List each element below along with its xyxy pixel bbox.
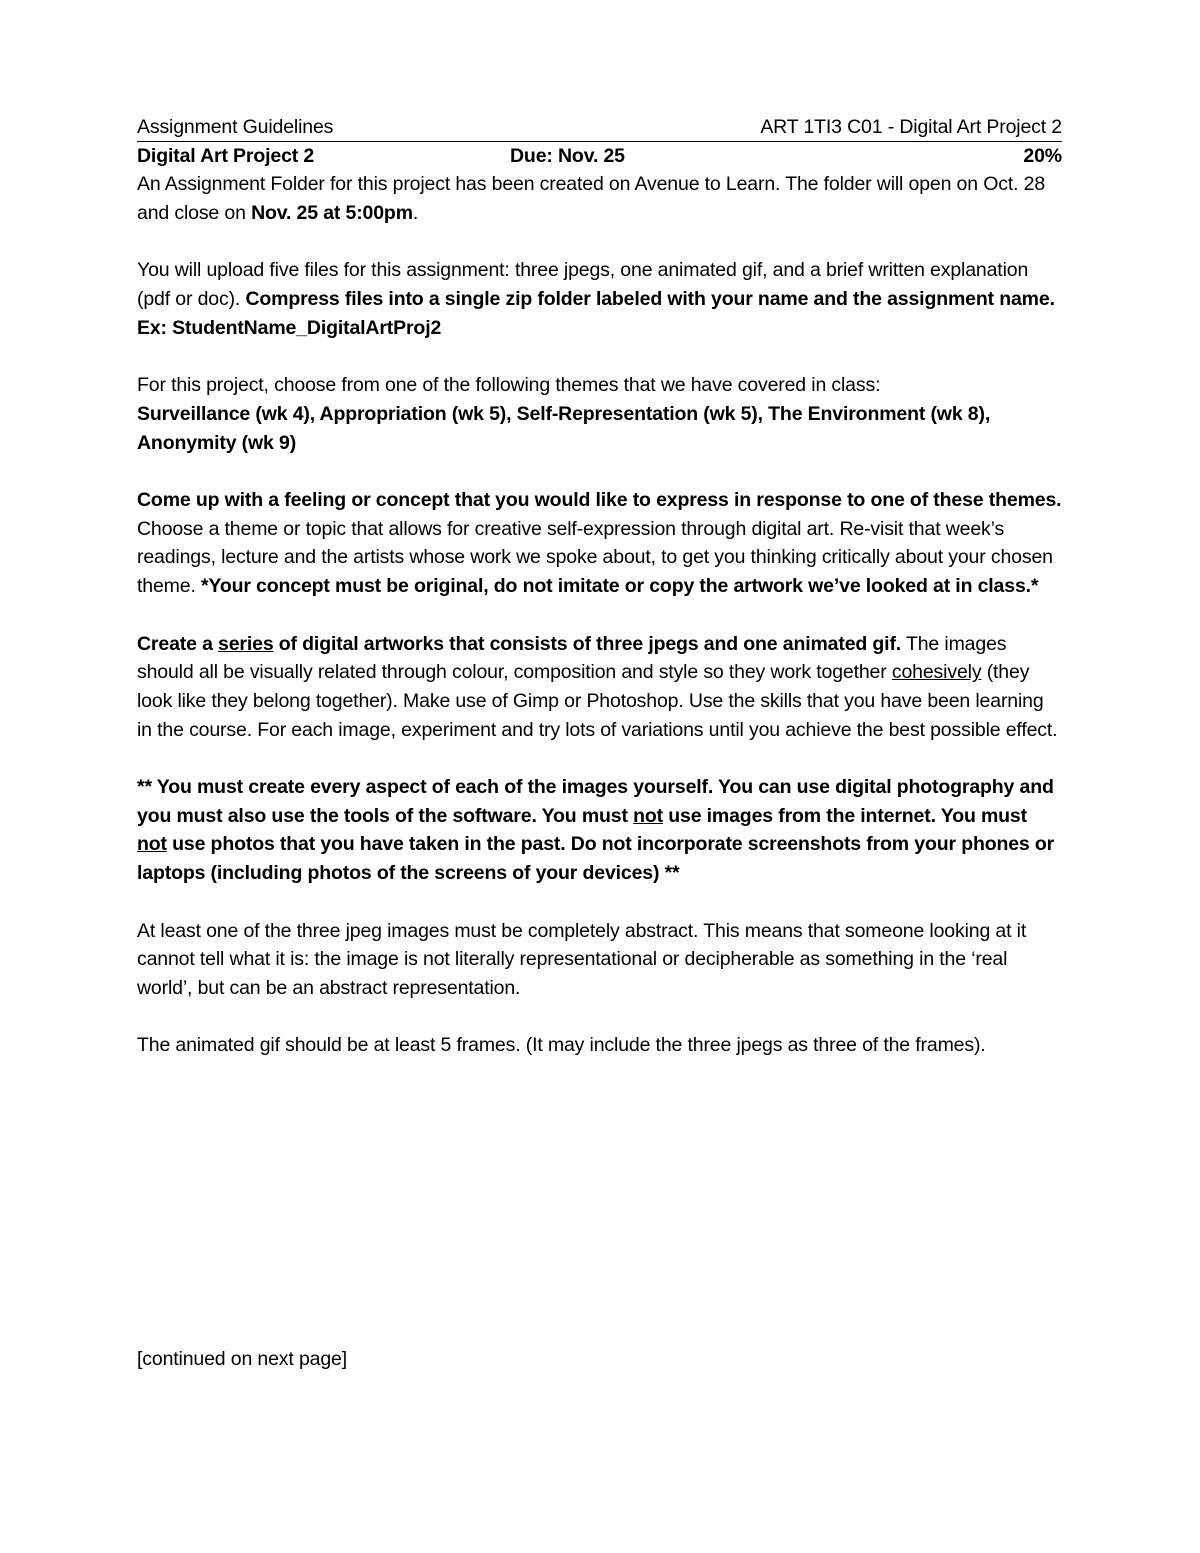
p5-text-d: The images should all be visually related through colour, composition and style so they work together — [137, 632, 1007, 684]
header-left: Assignment Guidelines — [137, 116, 334, 138]
p5-cohesively-underlined: cohesively — [891, 661, 982, 684]
p6-text-c: use images from the internet. You must — [662, 804, 1027, 827]
p5-bold-c: of digital artworks that consists of three jpegs and one animated gif. — [273, 632, 902, 655]
p2-bold: Compress files into a single zip folder labeled with your name and the assignment name. Ex: StudentName_DigitalArtProj2 — [137, 288, 1055, 339]
p5-text-f: (they look like they belong together). Make use of Gimp or Photoshop. Use the skills that you have been learning in the course. For each image, experiment and try lots of variations until you achieve the best possible effect. — [137, 661, 1058, 741]
p1-deadline: Nov. 25 at 5:00pm — [251, 202, 413, 225]
p4-bold-lead: Come up with a feeling or concept that you would like to express in response to one of these themes. — [137, 489, 1062, 512]
project-title: Digital Art Project 2 — [137, 144, 315, 167]
grade-weight: 20% — [1023, 144, 1062, 167]
p4-bold-end: *Your concept must be original, do not imitate or copy the artwork we’ve looked at in class.* — [200, 575, 1039, 598]
paragraph-folder — [137, 170, 1062, 227]
p3-text: For this project, choose from one of the following themes that we have covered in class: — [137, 374, 881, 397]
p1-end: . — [412, 202, 419, 225]
subheader-row — [137, 142, 1062, 171]
p6-not-2: not — [137, 833, 167, 856]
paragraph-gif: The animated gif should be at least 5 frames. (It may include the three jpegs as three of the frames). — [137, 1034, 986, 1057]
paragraph-concept — [137, 486, 1062, 601]
p2-text: You will upload five files for this assignment: three jpegs, one animated gif, and a brief written explanation (pdf or doc). — [137, 259, 1029, 311]
header-right: ART 1TI3 C01 - Digital Art Project 2 — [760, 116, 1062, 138]
paragraph-themes — [137, 371, 1062, 457]
paragraph-upload — [137, 256, 1062, 342]
continued-note: [continued on next page] — [137, 1348, 347, 1370]
paragraph-series — [137, 630, 1062, 745]
p3-theme-list: Surveillance (wk 4), Appropriation (wk 5), Self-Representation (wk 5), The Environment (wk 8), Anonymity (wk 9) — [137, 402, 991, 454]
p4-text: Choose a theme or topic that allows for creative self-expression through digital art. Re-visit that week’s readings, lecture and the artists whose work we spoke about, to get you thinking critically about your chosen theme. — [137, 517, 1053, 598]
p6-not-1: not — [633, 804, 663, 827]
header-row — [137, 113, 1062, 142]
due-date: Due: Nov. 25 — [510, 144, 625, 167]
p5-bold-a: Create a — [137, 632, 219, 655]
document-body — [137, 113, 1062, 1089]
paragraph-rules — [137, 773, 1062, 888]
p1-text: An Assignment Folder for this project has been created on Avenue to Learn. The folder will open on Oct. 28 and close on — [137, 173, 1046, 225]
p6-text-a: ** You must create every aspect of each of the images yourself. You can use digital photography and you must also use the tools of the software. You must — [137, 776, 1054, 827]
p5-series-underlined: series — [218, 632, 274, 655]
p6-text-e: use photos that you have taken in the past. Do not incorporate screenshots from your phones or laptops (including photos of the screens of your devices) ** — [137, 833, 1055, 885]
paragraph-abstract: At least one of the three jpeg images must be completely abstract. This means that someone looking at it cannot tell what it is: the image is not literally representational or decipherable as something in the ‘real world’, but can be an abstract representation. — [137, 919, 1027, 999]
